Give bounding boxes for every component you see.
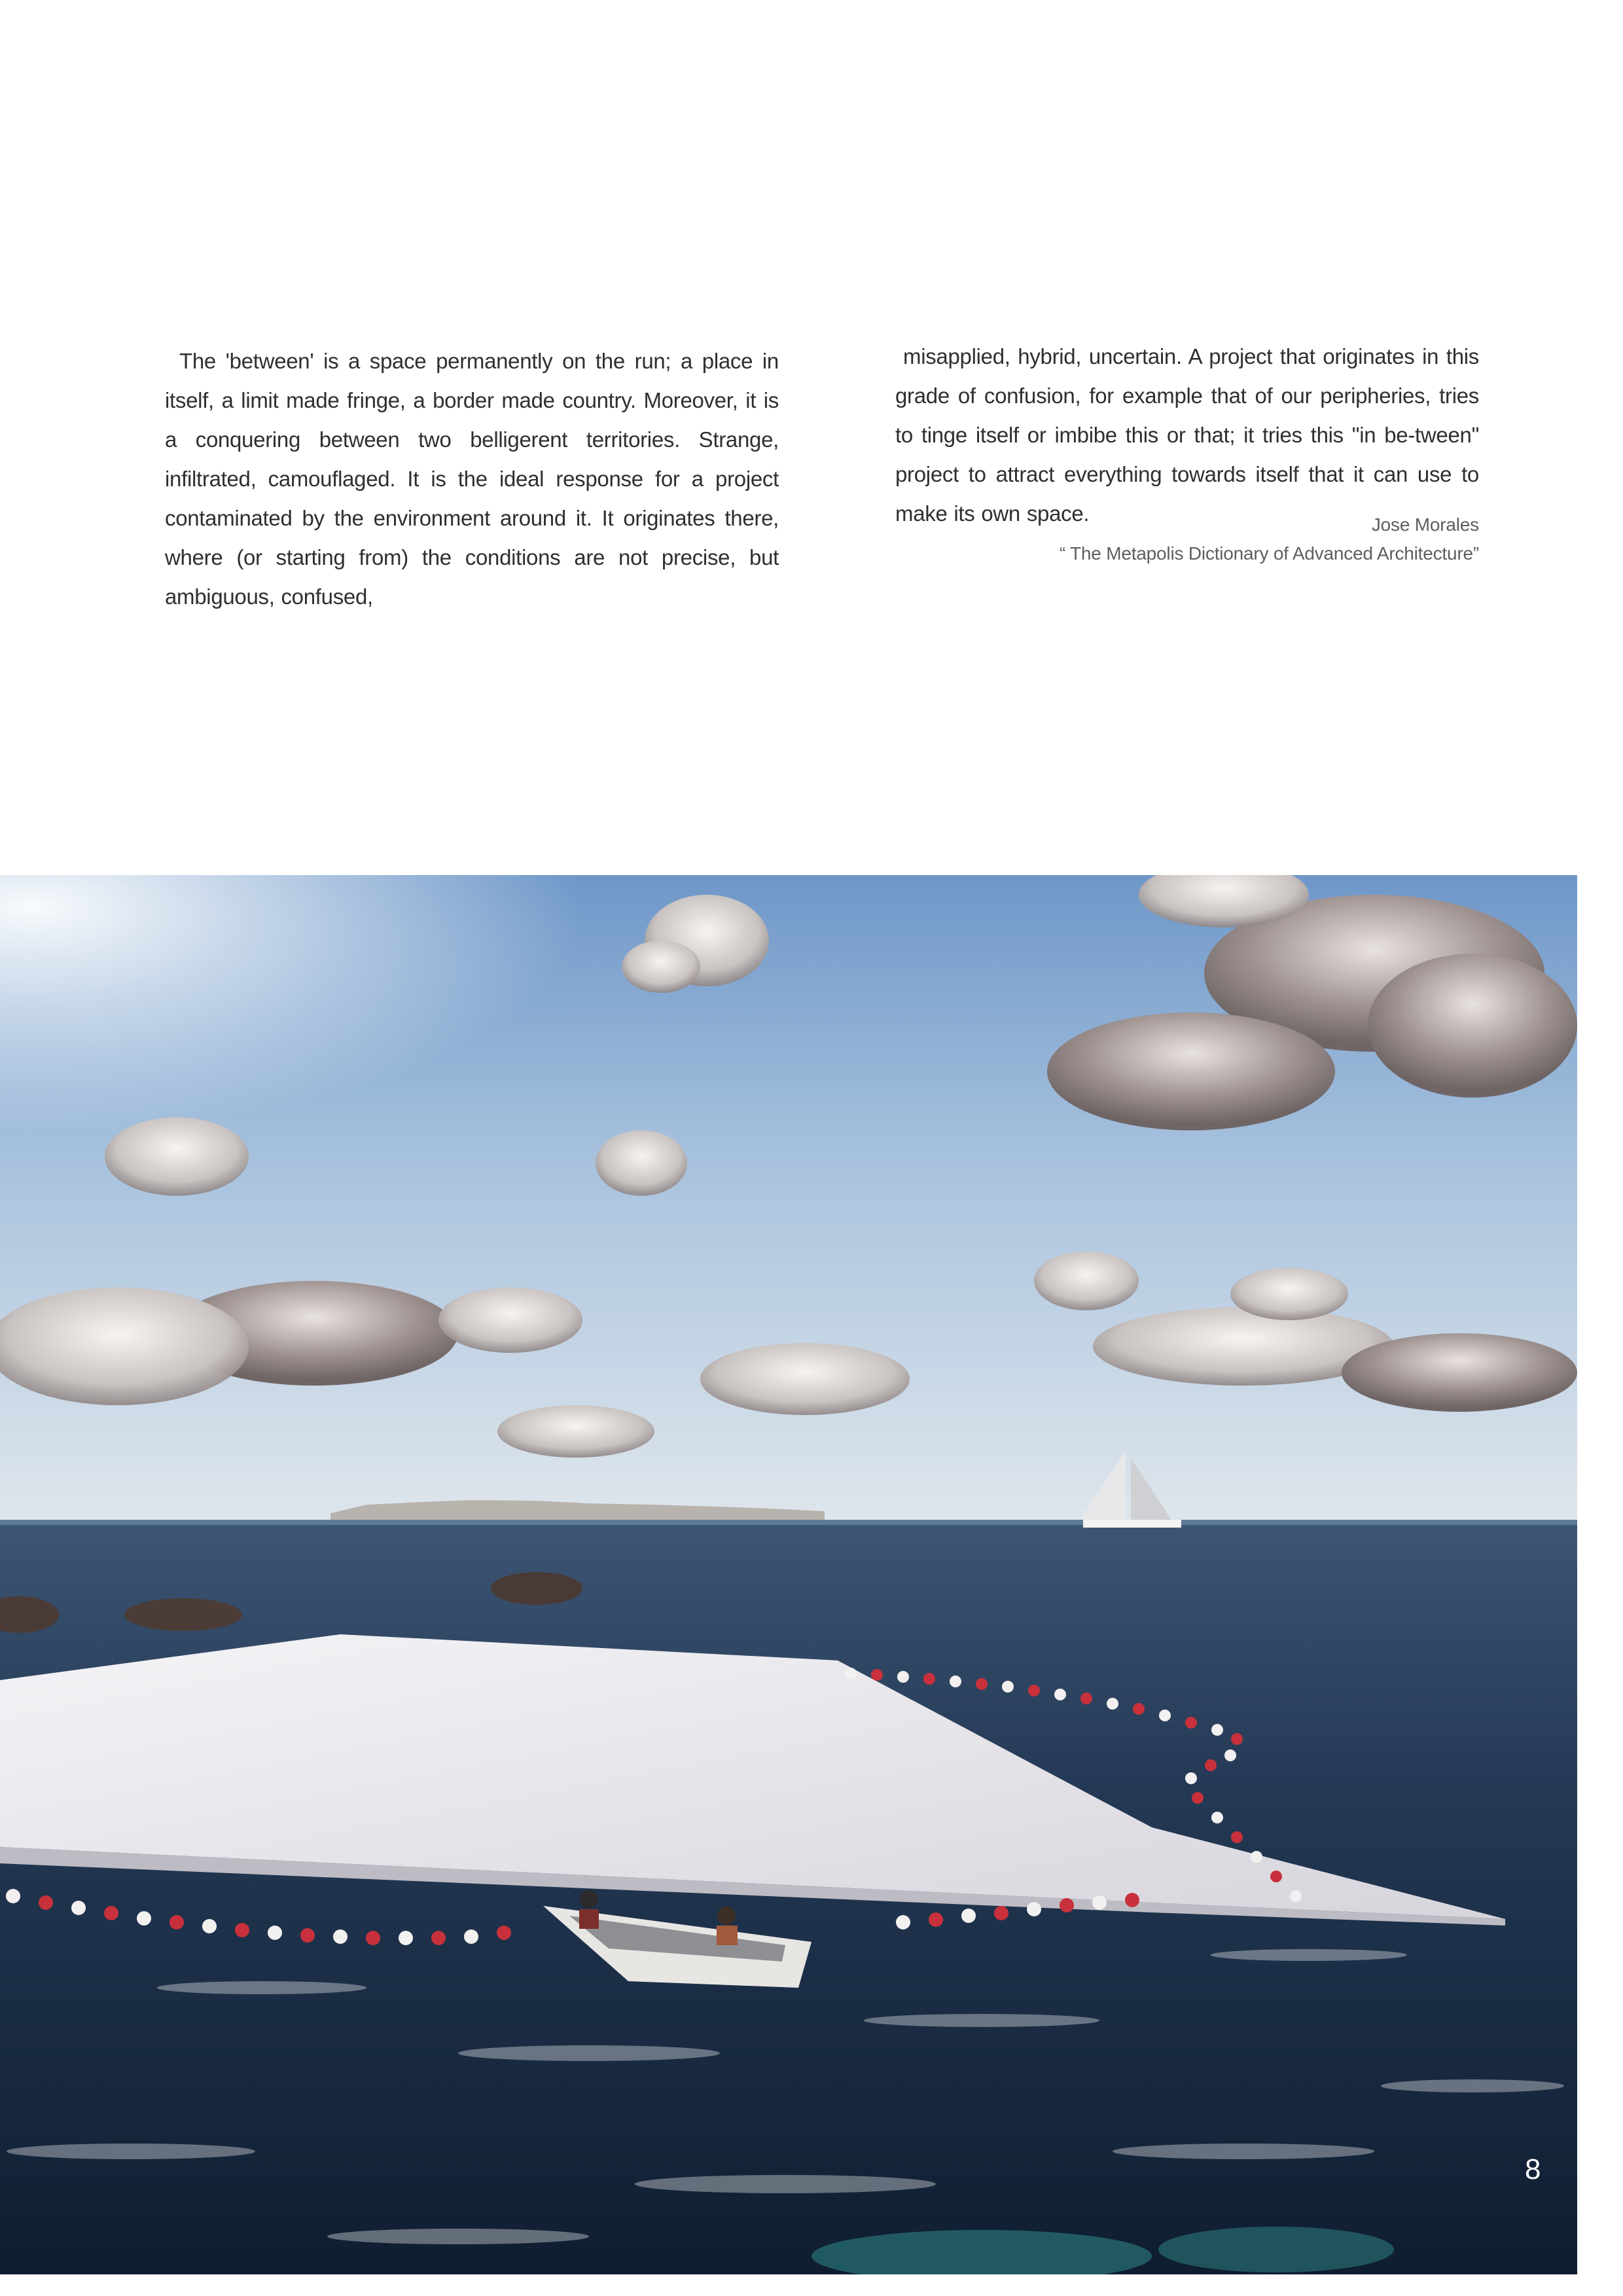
quote-source: “ The Metapolis Dictionary of Advanced Architecture” [1059, 543, 1479, 564]
quote-paragraph-right: misapplied, hybrid, uncertain. A project that originates in this grade of confusion, for example that of our peripheries, tries to tinge itself or imbibe this or that; it tries this "in be-tween" project to attract everything towards itself that it can use to make its own space. [895, 344, 1479, 526]
page-number: 8 [1525, 2153, 1541, 2185]
architectural-render-image [0, 875, 1577, 2274]
quote-author: Jose Morales [1371, 514, 1479, 535]
quote-paragraph-left: The 'between' is a space permanently on the run; a place in itself, a limit made fringe, a border made country. Moreover, it is a conquering between two belligerent territories. Strange, infiltrated, camouflaged. It is the ideal response for a project contaminated by the environment around it. It originates there, where (or starting from) the conditions are not precise, but ambiguous, confused, [165, 349, 779, 609]
quote-left-column [165, 342, 779, 617]
quote-right-column [895, 337, 1479, 533]
